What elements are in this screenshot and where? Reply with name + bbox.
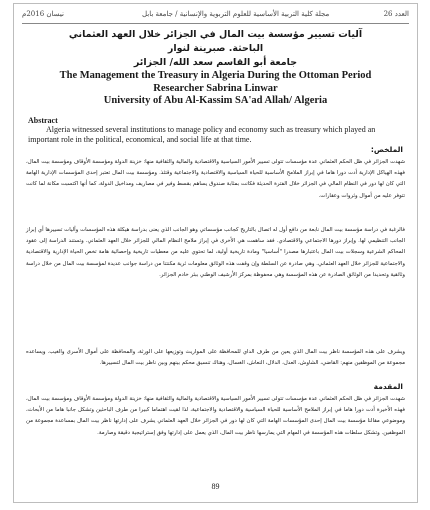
journal-name: مجلة كلية التربية الأساسية للعلوم التربوية والإنسانية / جامعة بابل <box>142 10 330 18</box>
introduction-heading: المقدمة <box>373 382 403 391</box>
issue-date: نيسان 2016م <box>22 10 64 18</box>
arabic-author: الباحثة. صبرينة لنوار <box>167 43 264 54</box>
summary-heading: الملخص: <box>370 145 403 154</box>
english-affiliation: University of Abu Al-Kassim SA'ad Allah/ Algeria <box>103 95 328 106</box>
issue-number: العدد 26 <box>383 10 409 18</box>
abstract-heading: Abstract <box>28 116 58 125</box>
introduction-paragraph: شهدت الجزائر في ظل الحكم العثماني عدة مؤسسات تتولى تسيير الأمور السياسية والاقتصادية والمالية والثقافية منها: خزينة الدولة ومؤسسة الأوقاف ومؤسسة بيت المال، فهذه الأخيرة أدت دورا هاما في إبراز الملامح الأساسية للحياة السياسية والاقتصادية والاجتماعية، لذا لقيت اهتماما كبيرا من طرف الباحثين وتشكل جانبا هاما من الأبحاث، وموضوعي مقالنا مؤسسة بيت المال إحدى المؤسسات الهامة التي كان لها دور في الجزائر خلال العهد العثماني يشرف على إدارتها ناظر بيت المال بمساعدة مجموعة من الموظفين. وتشكل سلطات هذه المؤسسة في المهام التي يمارسها ناظر بيت المال، الذي يعمل على إدارتها وفق إستراتيجية دقيقة وصارمة. <box>26 396 405 436</box>
summary-paragraph-1: شهدت الجزائر في ظل الحكم العثماني عدة مؤسسات تتولى تسيير الأمور السياسية والاقتصادية والمالية والثقافية منها: خزينة الدولة ومؤسسة الأوقاف ومؤسسة بيت المال، فهذه الهياكل الإدارية أدت دورا هاما في إبراز الملامح الأساسية للحياة السياسية والاقتصادية والاجتماعية وقتئذ. ومؤسسة بيت المال تعتبر إحدى المؤسسات الإدارية الهامة التي كان لها دور في النظام المالي في الجزائر خلال الفترة الحديثة فكانت بمثابة صندوق يساهم بقسط وفير في مصاريف ومداخيل الدولة، كما أنها اكتسبت مكانة لما كانت تتوفر عليه من أموال وثروات وعقارات. <box>26 159 405 199</box>
arabic-title: آليات تسيير مؤسسة بيت المال في الجزائر خلال العهد العثماني <box>68 29 363 40</box>
header-divider <box>22 23 409 24</box>
english-title: The Management the Treasury in Algeria During the Ottoman Period <box>59 70 372 81</box>
running-header <box>22 10 409 22</box>
abstract-text: Algeria witnessed several institutions to manage policy and economy such as treasury which played an important role in the political, economical, and social life at that time. <box>28 125 376 144</box>
page-number: 89 <box>211 482 220 491</box>
title-block <box>34 28 397 108</box>
summary-paragraph-2: فالرغبة في دراسة مؤسسة بيت المال نابعة من دافع أول له اتصال بالتاريخ كجانب مؤسساتي وهو الجانب الذي يعنى بدراسة هيكلة هذه المؤسسات وآليات تسييرها أي إبراز الجانب التنظيمي لها. وإبراز دورها الاجتماعي والاقتصادي. فقد ساهمت هي الأخرى في إبراز ملامح النظام المالي للجزائر خلال العهد العثماني. وتستند الدراسة إلى عقود المحاكم الشرعية وسجلات بيت المال باعتبارها مصدرا "أساسيا" ومادة تاريخية أولية، لما تحتوي عليه من معطيات تاريخية وإحصائية هامة تخص الحياة الإدارية والاقتصادية والاجتماعية للجزائر خلال العهد العثماني. وهي صادرة عن السلطة وإن وقفت هذه الوثائق معلومات ثرية مكنتنا من دراسة جوانب عديدة لمؤسسة بيت المال من خلال دراسة وثائقية وتحديدا من الوثائق الصادرة عن هذه المؤسسة وهي محفوظة بمركز الأرشيف الوطني ببئر خادم الجزائر. <box>26 227 405 278</box>
english-author: Researcher Sabrina Linwar <box>153 82 278 94</box>
journal-page <box>13 3 418 503</box>
summary-paragraph-3: ويشرف على هذه المؤسسة ناظر بيت المال الذي يعين من طرف الداي للمحافظة على المواريث وتوزيعها على الورثة، والمحافظة على أموال الأسرى والغيب. ويساعده مجموعة من الموظفين منهم: القاضي، الشاوش، العدل، الدلال، النعاش، الغسال، وهناك تنسيق محكم بينهم وبين ناظر بيت المال لتسييرها. <box>26 349 405 367</box>
arabic-affiliation: جامعة أبو القاسم سعد الله/ الجزائر <box>133 57 298 68</box>
